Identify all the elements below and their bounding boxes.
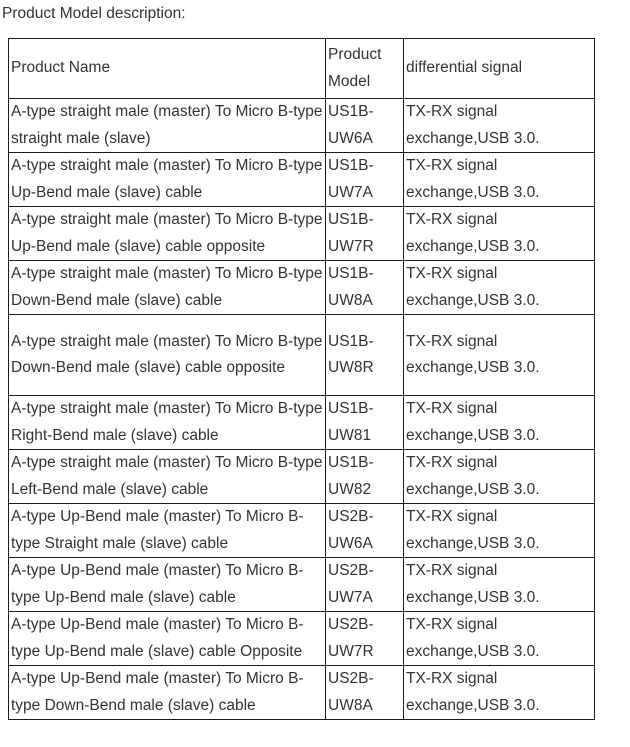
table-row: [9, 504, 595, 558]
cell-product-name: A-type Up-Bend male (master) To Micro B-type Up-Bend male (slave) cable Opposite: [9, 612, 326, 666]
cell-differential-signal: TX-RX signal exchange,USB 3.0.: [404, 153, 595, 207]
table-row: [9, 666, 595, 720]
cell-differential-signal: TX-RX signal exchange,USB 3.0.: [404, 504, 595, 558]
product-model-table: [8, 38, 595, 720]
cell-differential-signal: TX-RX signal exchange,USB 3.0.: [404, 450, 595, 504]
cell-product-name: A-type straight male (master) To Micro B-type Down-Bend male (slave) cable: [9, 261, 326, 315]
table-row: [9, 558, 595, 612]
cell-differential-signal: TX-RX signal exchange,USB 3.0.: [404, 396, 595, 450]
table-header-row: [9, 39, 595, 99]
cell-product-model: US1B-UW81: [326, 396, 404, 450]
cell-differential-signal: TX-RX signal exchange,USB 3.0.: [404, 99, 595, 153]
cell-differential-signal: TX-RX signal exchange,USB 3.0.: [404, 666, 595, 720]
cell-product-name: A-type straight male (master) To Micro B-type Up-Bend male (slave) cable opposite: [9, 207, 326, 261]
cell-product-name: A-type straight male (master) To Micro B-type Left-Bend male (slave) cable: [9, 450, 326, 504]
cell-product-model: US1B-UW82: [326, 450, 404, 504]
cell-product-model: US1B-UW8A: [326, 261, 404, 315]
cell-differential-signal: TX-RX signal exchange,USB 3.0.: [404, 315, 595, 396]
cell-product-model: US1B-UW7R: [326, 207, 404, 261]
cell-product-name: A-type straight male (master) To Micro B-type Down-Bend male (slave) cable opposite: [9, 315, 326, 396]
cell-product-model: US2B-UW6A: [326, 504, 404, 558]
table-row: [9, 99, 595, 153]
cell-product-model: US2B-UW7R: [326, 612, 404, 666]
header-product-model: Product Model: [326, 39, 404, 99]
table-row: [9, 450, 595, 504]
cell-product-name: A-type Up-Bend male (master) To Micro B-type Down-Bend male (slave) cable: [9, 666, 326, 720]
table-row: [9, 261, 595, 315]
cell-differential-signal: TX-RX signal exchange,USB 3.0.: [404, 612, 595, 666]
table-row: [9, 612, 595, 666]
cell-differential-signal: TX-RX signal exchange,USB 3.0.: [404, 207, 595, 261]
cell-differential-signal: TX-RX signal exchange,USB 3.0.: [404, 261, 595, 315]
cell-product-name: A-type Up-Bend male (master) To Micro B-type Straight male (slave) cable: [9, 504, 326, 558]
cell-product-name: A-type Up-Bend male (master) To Micro B-type Up-Bend male (slave) cable: [9, 558, 326, 612]
table-row: [9, 207, 595, 261]
cell-product-model: US1B-UW7A: [326, 153, 404, 207]
cell-product-model: US1B-UW8R: [326, 315, 404, 396]
header-differential-signal: differential signal: [404, 39, 595, 99]
cell-product-name: A-type straight male (master) To Micro B-type straight male (slave): [9, 99, 326, 153]
table-row: [9, 315, 595, 396]
header-product-name: Product Name: [9, 39, 326, 99]
cell-product-name: A-type straight male (master) To Micro B-type Right-Bend male (slave) cable: [9, 396, 326, 450]
section-caption: Product Model description:: [2, 5, 186, 22]
cell-differential-signal: TX-RX signal exchange,USB 3.0.: [404, 558, 595, 612]
cell-product-name: A-type straight male (master) To Micro B-type Up-Bend male (slave) cable: [9, 153, 326, 207]
table-row: [9, 153, 595, 207]
cell-product-model: US1B-UW6A: [326, 99, 404, 153]
cell-product-model: US2B-UW8A: [326, 666, 404, 720]
cell-product-model: US2B-UW7A: [326, 558, 404, 612]
table-row: [9, 396, 595, 450]
